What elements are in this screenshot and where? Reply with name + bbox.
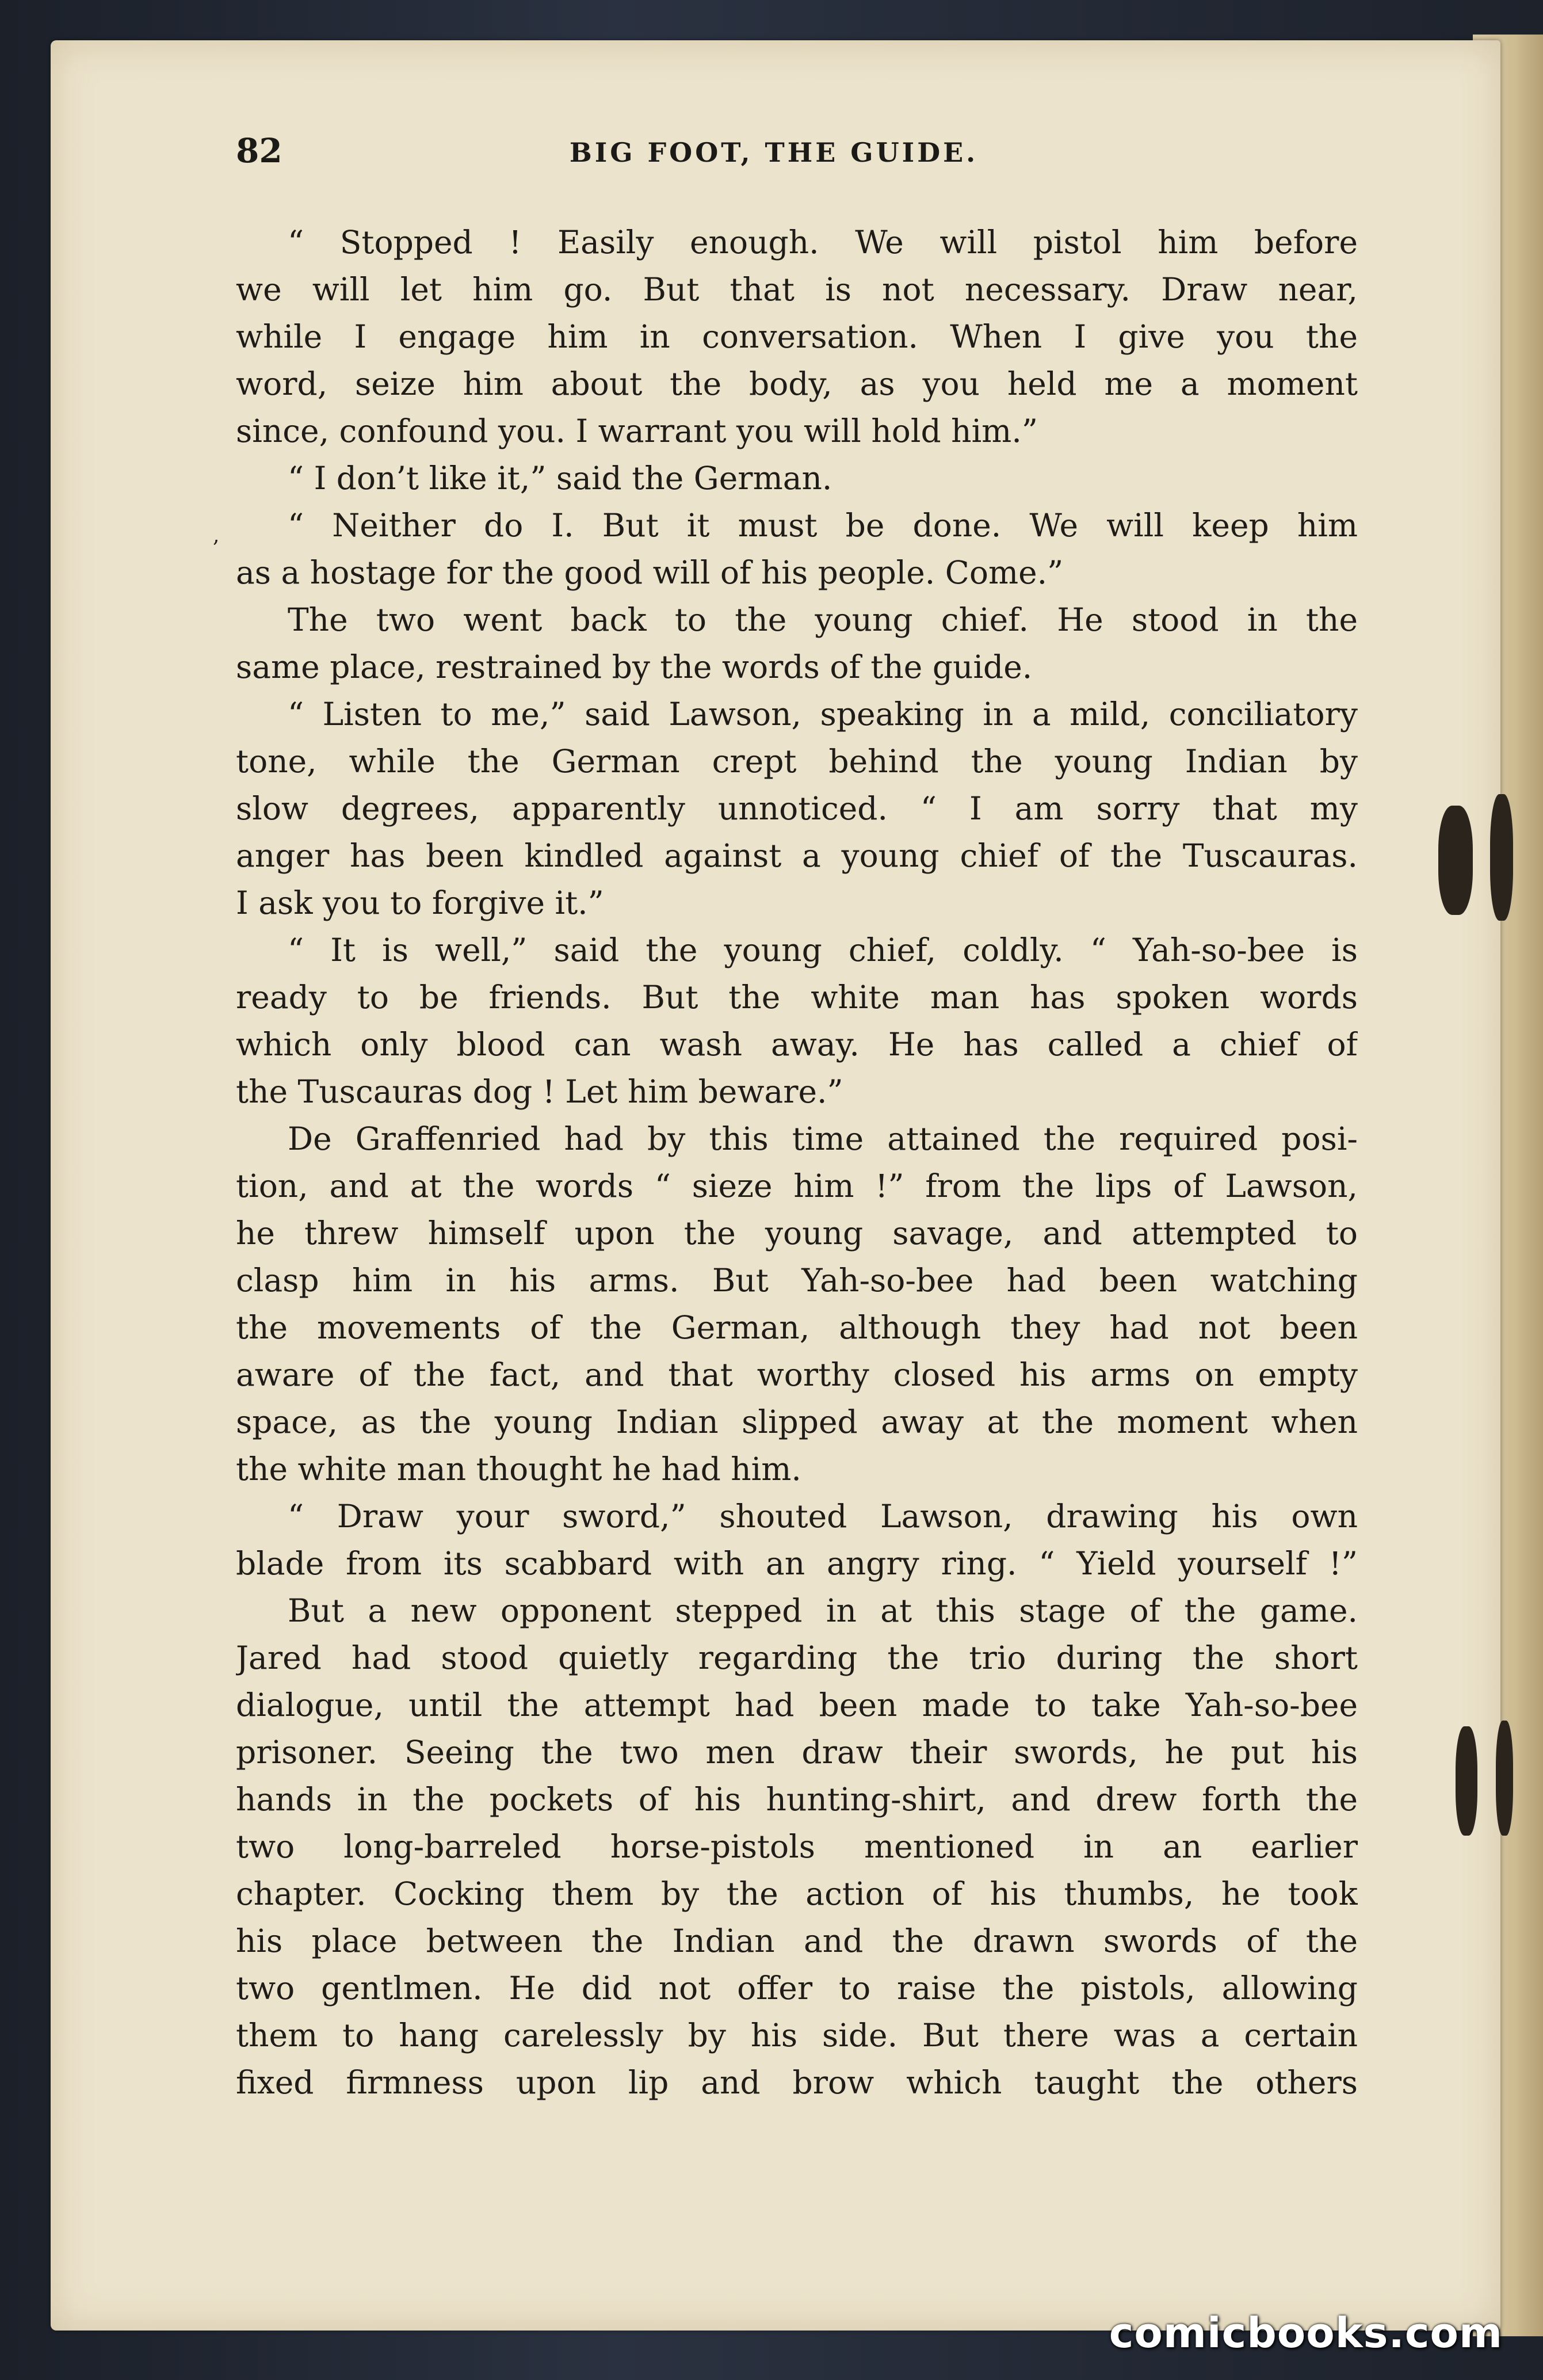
text-line: “ Draw your sword,” shouted Lawson, drawing his own — [288, 1498, 1358, 1535]
text-line: tone, while the German crept behind the young Indian by — [236, 743, 1358, 780]
text-line: But a new opponent stepped in at this stage of the game. — [288, 1592, 1358, 1629]
text-line: space, as the young Indian slipped away at the moment when — [236, 1403, 1358, 1440]
text-line: while I engage him in conversation. When I give you the — [236, 318, 1358, 355]
text-line: anger has been kindled against a young chief of the Tuscauras. — [236, 837, 1358, 874]
text-line: hands in the pockets of his hunting-shirt, and drew forth the — [236, 1781, 1358, 1818]
text-line: he threw himself upon the young savage, and attempted to — [236, 1215, 1358, 1252]
page-header — [184, 131, 1364, 177]
text-line: ready to be friends. But the white man has spoken words — [236, 979, 1358, 1016]
text-line: same place, restrained by the words of the guide. — [236, 649, 1033, 685]
text-line: them to hang carelessly by his side. But there was a certain — [236, 2017, 1358, 2054]
text-line: since, confound you. I warrant you will hold him.” — [236, 413, 1038, 449]
text-line: “ Stopped ! Easily enough. We will pistol him before — [288, 224, 1358, 261]
text-line: The two went back to the young chief. He stood in the — [288, 601, 1358, 638]
text-line: his place between the Indian and the drawn swords of the — [236, 1923, 1358, 1959]
text-line: which only blood can wash away. He has called a chief of — [236, 1026, 1358, 1063]
text-line: “ I don’t like it,” said the German. — [288, 460, 832, 497]
text-line: two gentlmen. He did not offer to raise the pistols, allowing — [236, 1970, 1358, 2007]
page-tear-mark — [1456, 1726, 1477, 1836]
text-line: we will let him go. But that is not necessary. Draw near, — [236, 271, 1358, 308]
body-text — [236, 219, 1358, 2106]
page-tear-mark — [1490, 794, 1513, 921]
text-line: “ Neither do I. But it must be done. We will keep him — [288, 507, 1358, 544]
text-line: blade from its scabbard with an angry ring. “ Yield yourself !” — [236, 1545, 1358, 1582]
text-line: Jared had stood quietly regarding the trio during the short — [236, 1639, 1358, 1676]
text-line: “ It is well,” said the young chief, coldly. “ Yah-so-bee is — [288, 932, 1358, 968]
text-line: “ Listen to me,” said Lawson, speaking in a mild, conciliatory — [288, 696, 1358, 733]
text-line: tion, and at the words “ sieze him !” from the lips of Lawson, — [236, 1168, 1358, 1204]
text-line: word, seize him about the body, as you held me a moment — [236, 365, 1358, 402]
text-line: prisoner. Seeing the two men draw their swords, he put his — [236, 1734, 1358, 1771]
text-line: chapter. Cocking them by the action of his thumbs, he took — [236, 1875, 1358, 1912]
page-number: 82 — [236, 131, 282, 170]
page-tear-mark — [1496, 1721, 1513, 1836]
text-line: I ask you to forgive it.” — [236, 884, 604, 921]
text-line: as a hostage for the good will of his people. Come.” — [236, 554, 1064, 591]
text-line: clasp him in his arms. But Yah-so-bee had been watching — [236, 1262, 1358, 1299]
text-line: two long-barreled horse-pistols mentioned in an earlier — [236, 1828, 1358, 1865]
text-line: dialogue, until the attempt had been made to take Yah-so-bee — [236, 1687, 1358, 1723]
watermark: comicbooks.com — [1109, 2309, 1503, 2357]
text-line: the white man thought he had him. — [236, 1451, 801, 1488]
text-line: the movements of the German, although they had not been — [236, 1309, 1358, 1346]
running-head: BIG FOOT, THE GUIDE. — [569, 137, 979, 168]
text-line: the Tuscauras dog ! Let him beware.” — [236, 1073, 843, 1110]
text-line: aware of the fact, and that worthy closed his arms on empty — [236, 1356, 1358, 1393]
margin-mark: , — [213, 524, 220, 547]
page-tear-mark — [1438, 806, 1473, 915]
text-line: De Graffenried had by this time attained the required posi- — [288, 1120, 1358, 1157]
text-line: slow degrees, apparently unnoticed. “ I am sorry that my — [236, 790, 1358, 827]
text-line: fixed firmness upon lip and brow which taught the others — [236, 2064, 1358, 2101]
